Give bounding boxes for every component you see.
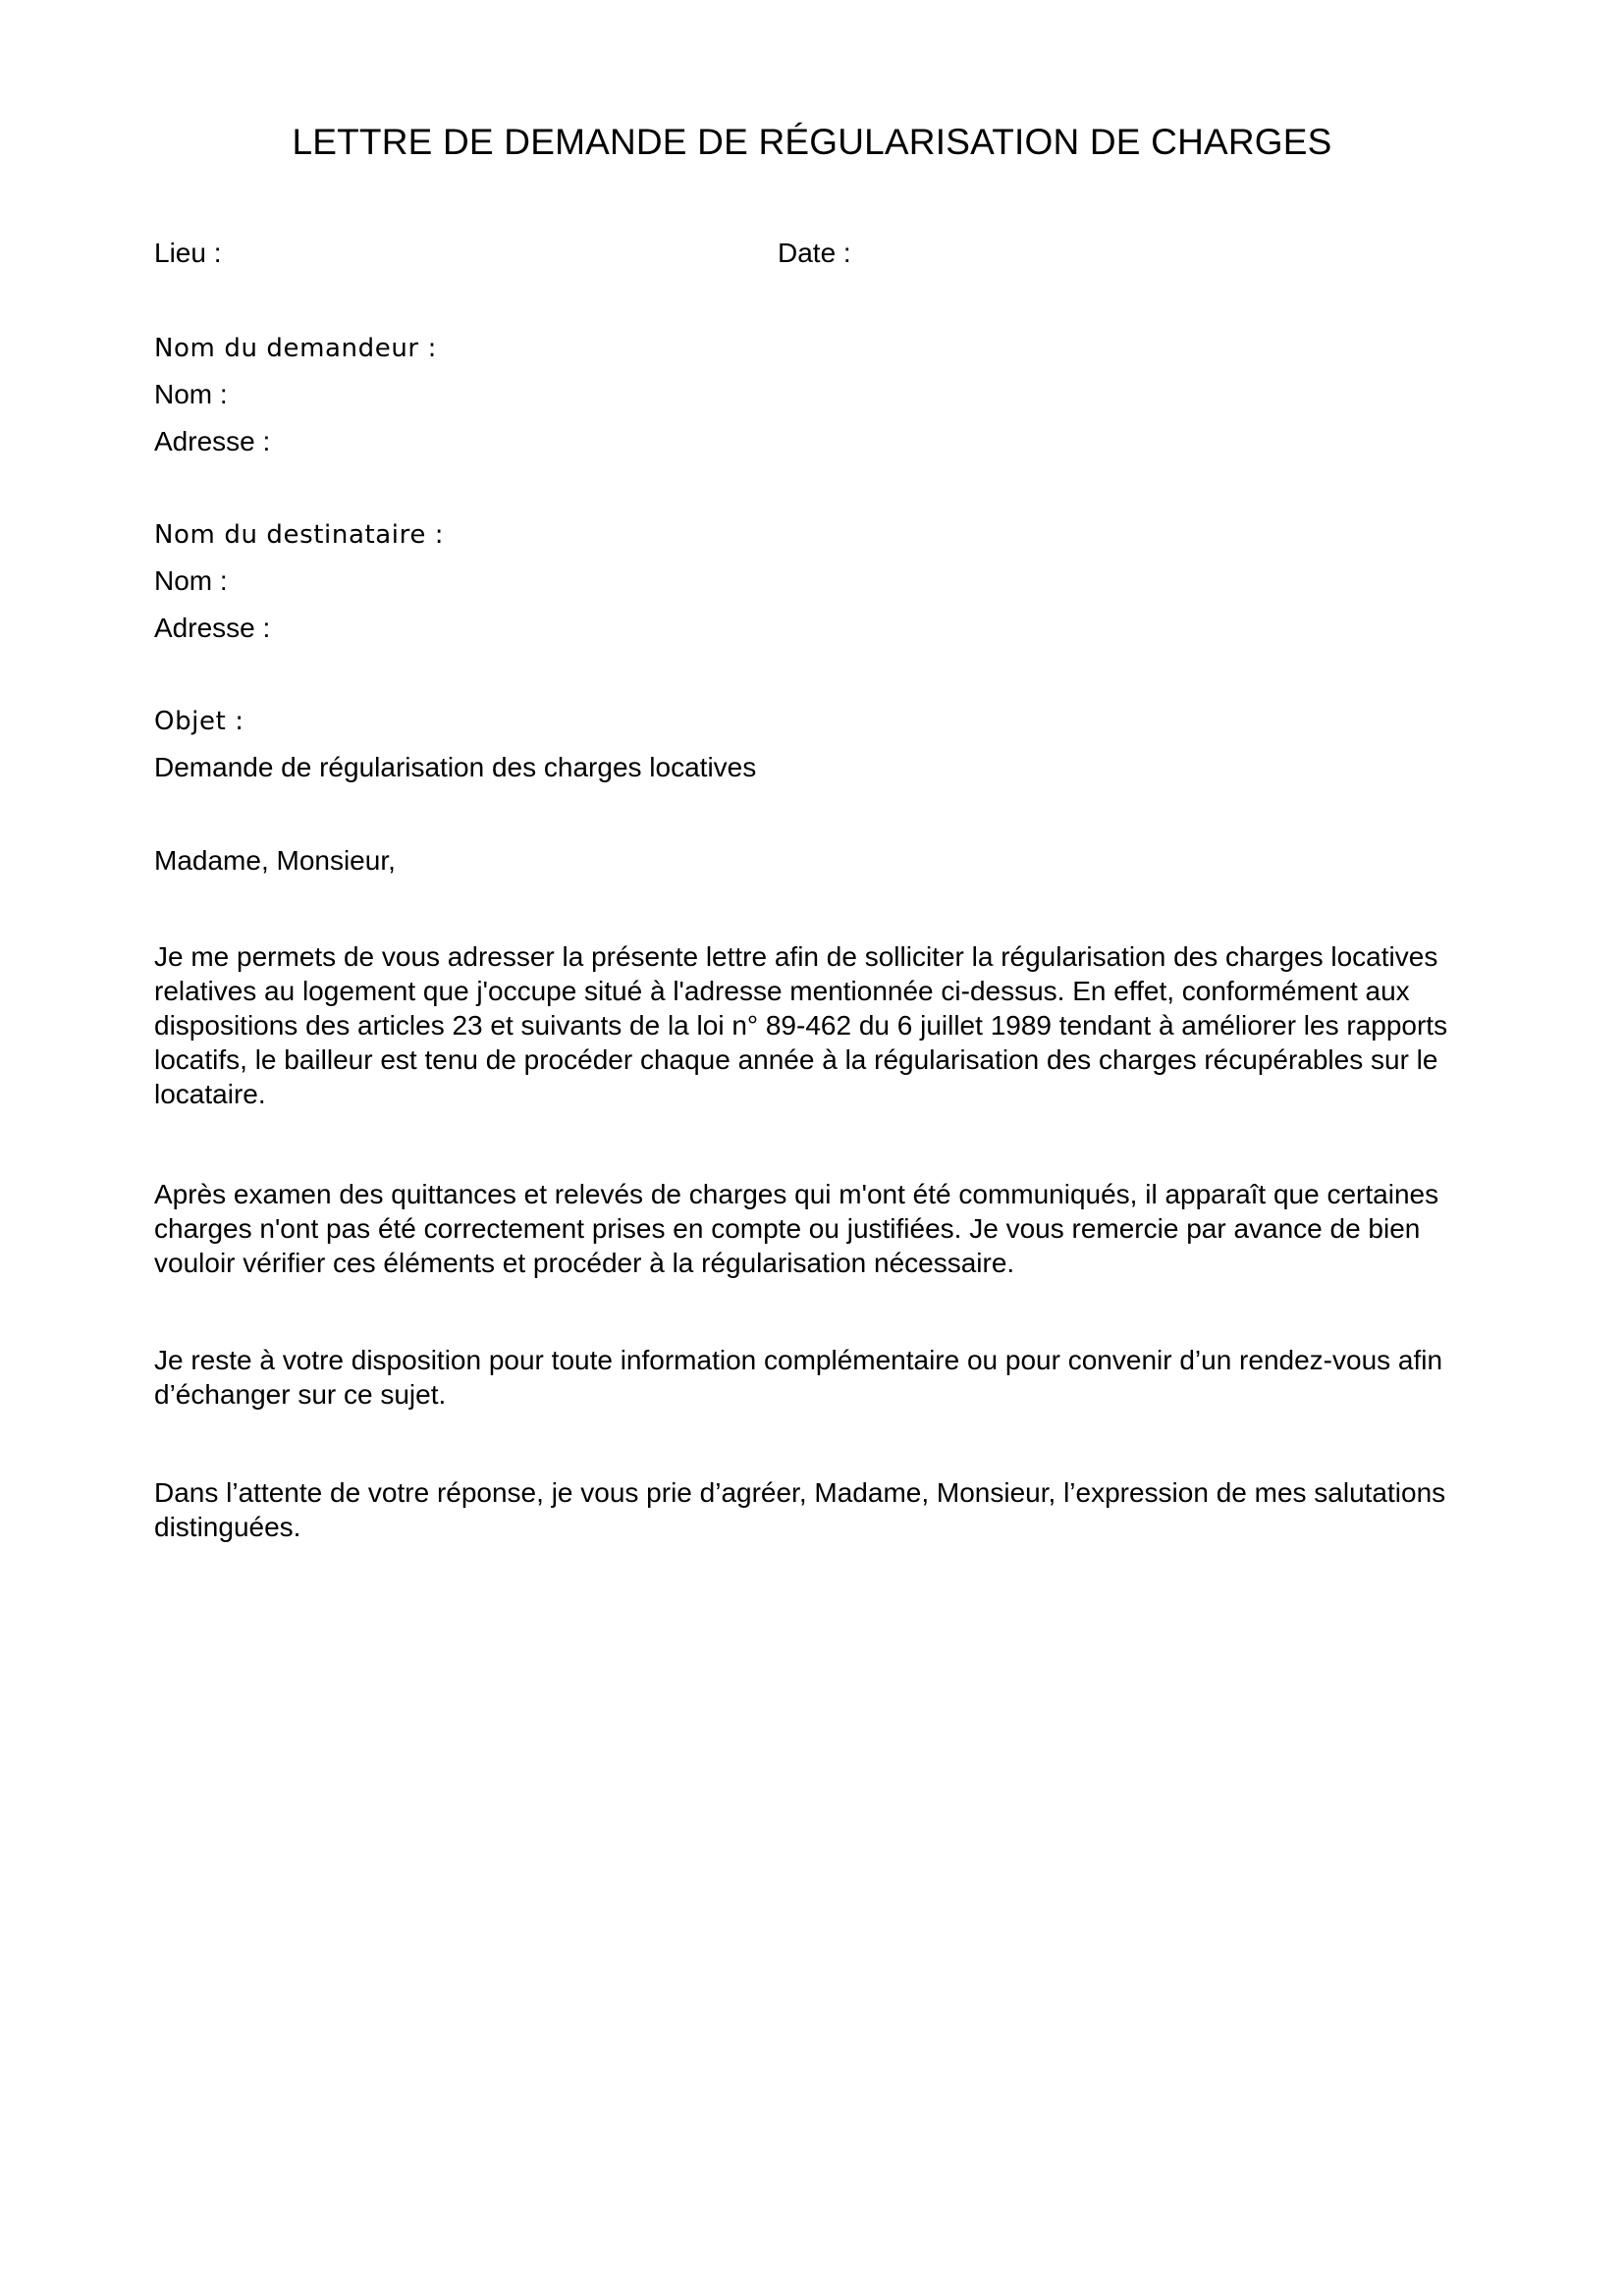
destinataire-adresse-label: Adresse : [154,613,271,643]
demandeur-adresse-label: Adresse : [154,426,271,456]
objet-text: Demande de régularisation des charges locatives [154,752,757,782]
body-paragraph-1: Je me permets de vous adresser la présente lettre afin de solliciter la régularisation des charges locatives relatives au logement que j'occupe situé à l'adresse mentionnée ci-dessus. En effet, conformément aux dispositions des articles 23 et suivants de la loi n° 89-462 du 6 juillet 1989 tendant à améliorer les rapports locatifs, le bailleur est tenu de procéder chaque année à la régularisation des charges récupérables sur le locataire. [154,941,1448,1109]
body-paragraph-2: Après examen des quittances et relevés de charges qui m'ont été communiqués, il apparaît que certaines charges n'ont pas été correctement prises en compte ou justifiées. Je vous remercie par avance de bien vouloir vérifier ces éléments et procéder à la régularisation nécessaire. [154,1179,1439,1278]
body-paragraph-3: Je reste à votre disposition pour toute information complémentaire ou pour convenir d’un rendez-vous afin d’échanger sur ce sujet. [154,1345,1443,1410]
destinataire-heading: Nom du destinataire : [154,520,445,550]
destinataire-nom-label: Nom : [154,565,228,596]
body-paragraph-4: Dans l’attente de votre réponse, je vous prie d’agréer, Madame, Monsieur, l’expression de mes salutations distinguées. [154,1477,1446,1542]
objet-label: Objet : [154,707,244,736]
date-label: Date : [778,238,851,268]
demandeur-nom-label: Nom : [154,379,228,409]
lieu-label: Lieu : [154,238,222,268]
demandeur-heading: Nom du demandeur : [154,334,437,363]
salutation: Madame, Monsieur, [154,845,396,876]
letter-title: LETTRE DE DEMANDE DE RÉGULARISATION DE CHARGES [292,122,1332,162]
